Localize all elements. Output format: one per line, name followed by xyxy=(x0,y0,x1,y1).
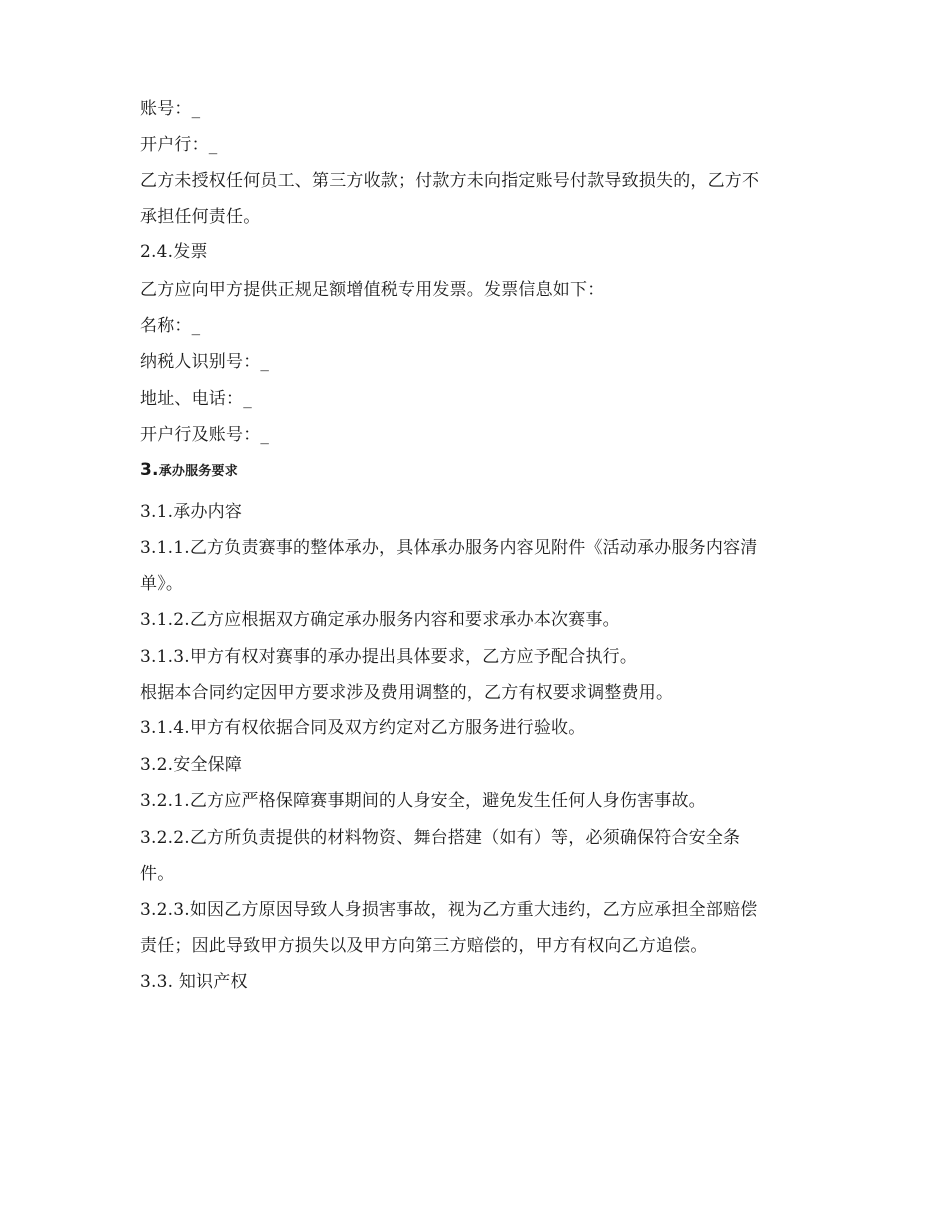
clause-3-2-1: 3.2.1.乙方应严格保障赛事期间的人身安全，避免发生任何人身伤害事故。 xyxy=(140,791,706,811)
clause-3-2-2-line-2: 件。 xyxy=(140,864,175,884)
section-3-3-heading: 3.3. 知识产权 xyxy=(140,972,248,992)
clause-3-2-3-line-1: 3.2.3.如因乙方原因导致人身损害事故，视为乙方重大违约，乙方应承担全部赔偿 xyxy=(140,900,758,920)
invoice-address-phone-line: 地址、电话：_ xyxy=(140,389,252,409)
clause-3-1-1-line-1: 3.1.1.乙方负责赛事的整体承办，具体承办服务内容见附件《活动承办服务内容清 xyxy=(140,538,758,558)
section-2-4-heading: 2.4.发票 xyxy=(140,242,208,262)
section-3-number: 3. xyxy=(140,460,159,480)
clause-3-2-2-line-1: 3.2.2.乙方所负责提供的材料物资、舞台搭建（如有）等，必须确保符合安全条 xyxy=(140,828,741,848)
section-3-heading xyxy=(140,458,238,484)
clause-3-1-3-continued: 根据本合同约定因甲方要求涉及费用调整的，乙方有权要求调整费用。 xyxy=(140,683,674,703)
clause-3-1-2: 3.1.2.乙方应根据双方确定承办服务内容和要求承办本次赛事。 xyxy=(140,610,620,630)
clause-3-1-4: 3.1.4.甲方有权依据合同及双方约定对乙方服务进行验收。 xyxy=(140,718,586,738)
bank-line: 开户行：_ xyxy=(140,135,218,155)
clause-3-1-3: 3.1.3.甲方有权对赛事的承办提出具体要求，乙方应予配合执行。 xyxy=(140,647,638,667)
account-number-line: 账号：_ xyxy=(140,99,201,119)
invoice-taxpayer-id-line: 纳税人识别号：_ xyxy=(140,352,270,372)
clause-3-1-1-line-2: 单》。 xyxy=(140,574,184,594)
invoice-clause: 乙方应向甲方提供正规足额增值税专用发票。发票信息如下： xyxy=(140,280,605,300)
payment-clause-line-1: 乙方未授权任何员工、第三方收款；付款方未向指定账号付款导致损失的，乙方不 xyxy=(140,171,760,191)
section-3-1-heading: 3.1.承办内容 xyxy=(140,502,243,522)
section-3-title: 承办服务要求 xyxy=(158,464,238,479)
invoice-name-line: 名称：_ xyxy=(140,316,201,336)
section-3-2-heading: 3.2.安全保障 xyxy=(140,755,243,775)
invoice-bank-account-line: 开户行及账号：_ xyxy=(140,425,270,445)
clause-3-2-3-line-2: 责任；因此导致甲方损失以及甲方向第三方赔偿的，甲方有权向乙方追偿。 xyxy=(140,936,708,956)
payment-clause-line-2: 承担任何责任。 xyxy=(140,207,261,227)
